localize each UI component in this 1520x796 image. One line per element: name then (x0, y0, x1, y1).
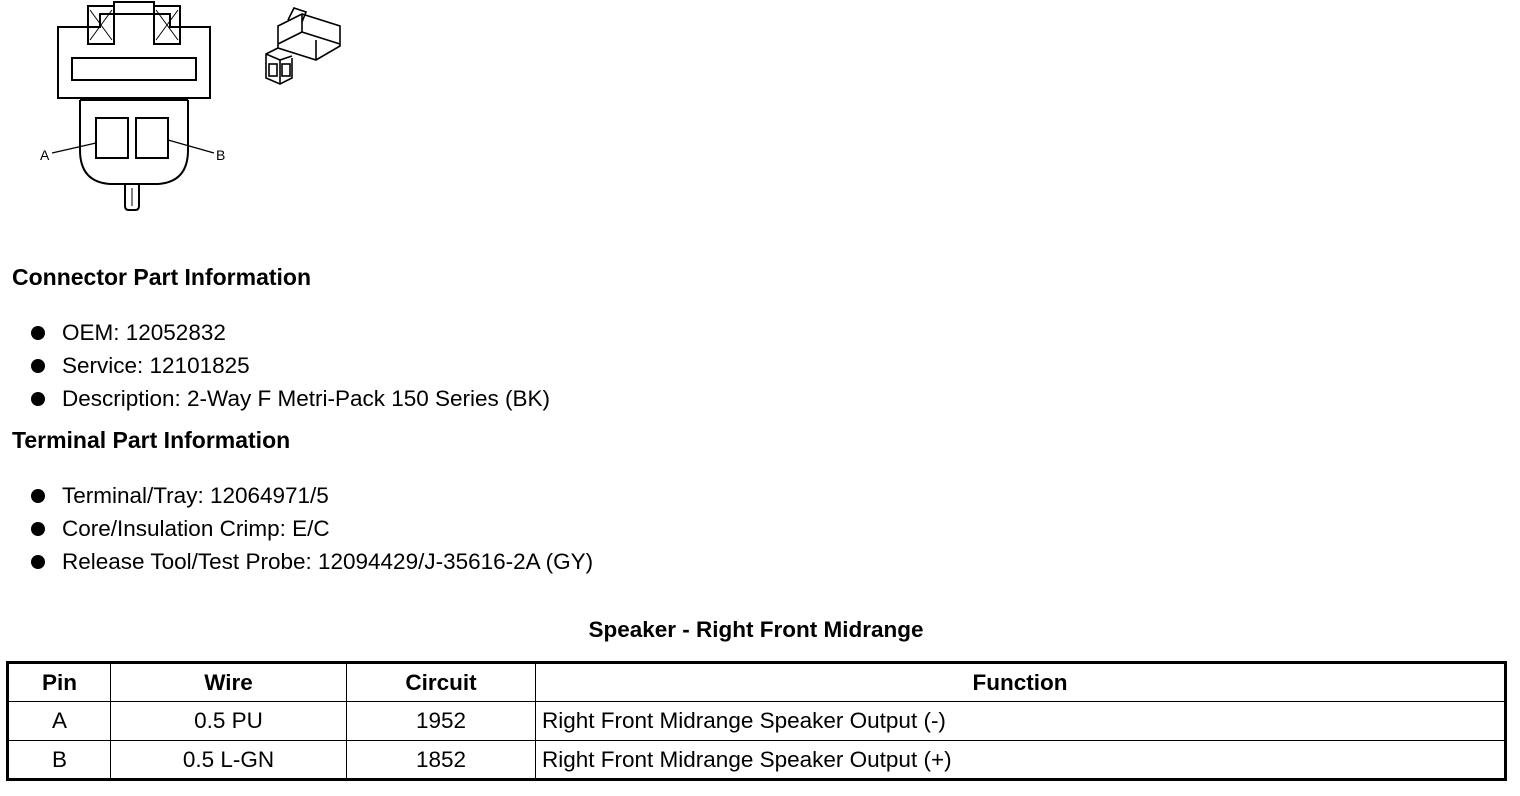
list-item: Release Tool/Test Probe: 12094429/J-35616-2A (GY) (28, 545, 593, 578)
table-title: Speaker - Right Front Midrange (588, 617, 924, 642)
connector-face-diagram (30, 0, 240, 215)
pin-label-a: A (40, 147, 50, 163)
cell-function: Right Front Midrange Speaker Output (-) (536, 702, 1506, 741)
list-item: Service: 12101825 (28, 349, 550, 382)
bullet-icon (31, 326, 45, 340)
table-row (8, 702, 1506, 741)
connector-part-info-heading: Connector Part Information (12, 264, 312, 290)
list-item: OEM: 12052832 (28, 316, 550, 349)
cell-circuit: 1852 (347, 741, 536, 780)
bullet-icon (31, 392, 45, 406)
bullet-icon (31, 522, 45, 536)
cell-circuit: 1952 (347, 702, 536, 741)
list-item: Core/Insulation Crimp: E/C (28, 512, 593, 545)
cell-wire: 0.5 PU (111, 702, 347, 741)
list-item: Terminal/Tray: 12064971/5 (28, 479, 593, 512)
list-item: Description: 2-Way F Metri-Pack 150 Series (BK) (28, 382, 550, 415)
cell-pin: A (8, 702, 111, 741)
column-header-circuit: Circuit (347, 663, 536, 702)
pinout-table (6, 661, 1507, 781)
connector-part-info-list (28, 316, 550, 415)
table-row (8, 741, 1506, 780)
pin-label-b: B (216, 147, 226, 163)
bullet-icon (31, 555, 45, 569)
connector-isometric-diagram (258, 4, 348, 89)
bullet-icon (31, 359, 45, 373)
cell-function: Right Front Midrange Speaker Output (+) (536, 741, 1506, 780)
column-header-pin: Pin (8, 663, 111, 702)
column-header-function: Function (536, 663, 1506, 702)
column-header-wire: Wire (111, 663, 347, 702)
terminal-part-info-heading: Terminal Part Information (12, 427, 291, 453)
table-header-row (8, 663, 1506, 702)
cell-pin: B (8, 741, 111, 780)
bullet-icon (31, 489, 45, 503)
cell-wire: 0.5 L-GN (111, 741, 347, 780)
terminal-part-info-list (28, 479, 593, 578)
